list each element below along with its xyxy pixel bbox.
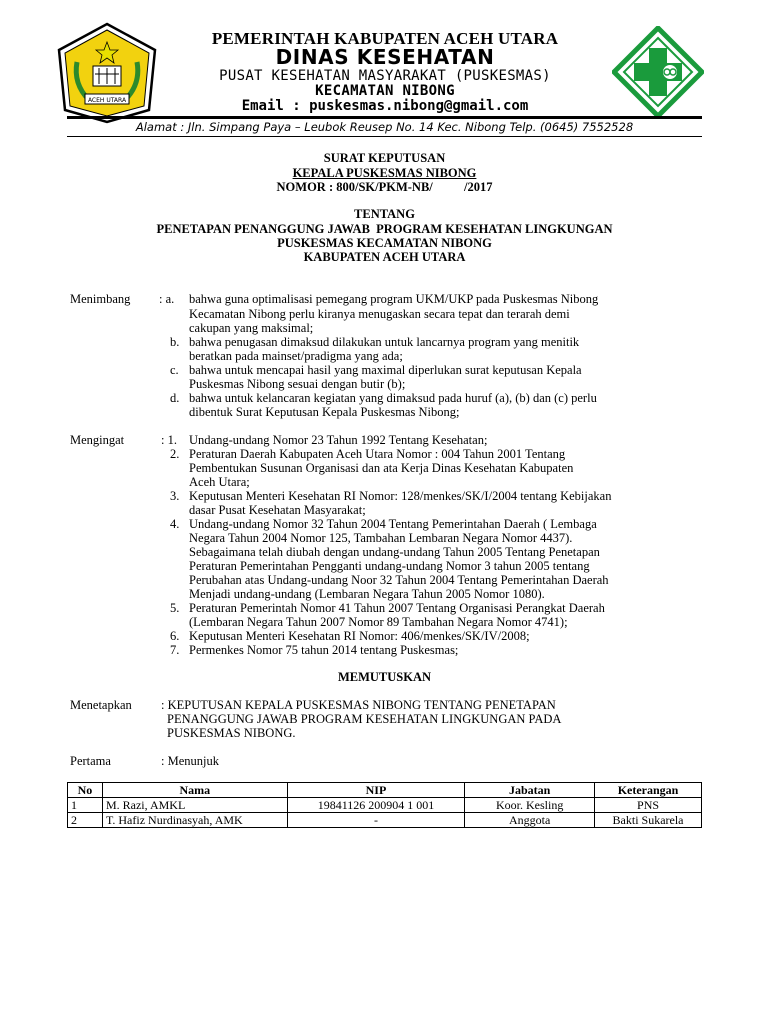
mengingat-2-line: Aceh Utara; xyxy=(189,475,250,489)
mengingat-4-line: Negara Tahun 2004 Nomor 125, Tambahan Lembaran Negara Nomor 4437). xyxy=(189,531,573,545)
menetapkan-line: PENANGGUNG JAWAB PROGRAM KESEHATAN LINGKUNGAN PADA xyxy=(167,712,562,726)
mengingat-7-line: Permenkes Nomor 75 tahun 2014 tentang Puskesmas; xyxy=(189,643,459,657)
mengingat-marker-5: 5. xyxy=(170,601,180,615)
menimbang-a-line: Kecamatan Nibong perlu kiranya menugaskan secara tepat dan terarah demi xyxy=(189,307,570,321)
about-line-3: KABUPATEN ACEH UTARA xyxy=(303,250,466,264)
letterhead-email: Email : puskesmas.nibong@gmail.com xyxy=(241,98,529,114)
column-header: NIP xyxy=(287,783,465,798)
mengingat-4-line: Menjadi undang-undang (Lembaran Negara Tahun 2005 Nomor 1080). xyxy=(189,587,545,601)
table-cell: M. Razi, AMKL xyxy=(102,798,287,813)
mengingat-1-line: Undang-undang Nomor 23 Tahun 1992 Tentang Kesehatan; xyxy=(189,433,488,447)
menimbang-b-line: beratkan pada mainset/pradigma yang ada; xyxy=(189,349,403,363)
menimbang-b-line: bahwa penugasan dimaksud dilakukan untuk lancarnya program yang menitik xyxy=(189,335,580,349)
letterhead-divider-thin xyxy=(67,136,702,137)
menimbang-marker-a: : a. xyxy=(159,292,175,306)
menimbang-a-line: bahwa guna optimalisasi pemegang program UKM/UKP pada Puskesmas Nibong xyxy=(189,292,599,306)
mengingat-4-line: Peraturan Pemerintahan Pengganti undang-undang Nomor 3 tahun 2005 tentang xyxy=(189,559,590,573)
letterhead-district: KECAMATAN NIBONG xyxy=(315,83,455,99)
table-cell: T. Hafiz Nurdinasyah, AMK xyxy=(102,813,287,828)
mengingat-4-line: Perubahan atas Undang-undang Noor 32 Tahun 2004 Tentang Pemerintahan Daerah xyxy=(189,573,609,587)
menimbang-marker-d: d. xyxy=(170,391,180,405)
mengingat-marker-2: 2. xyxy=(170,447,180,461)
column-header: Nama xyxy=(102,783,287,798)
menimbang-a-line: cakupan yang maksimal; xyxy=(189,321,314,335)
table-cell: Bakti Sukarela xyxy=(595,813,702,828)
letterhead-divider xyxy=(67,116,702,119)
memutuskan-heading: MEMUTUSKAN xyxy=(337,670,432,684)
table-header-row xyxy=(68,783,702,798)
menimbang-d-line: bahwa untuk kelancaran kegiatan yang dimaksud pada huruf (a), (b) dan (c) perlu xyxy=(189,391,597,405)
table-row xyxy=(68,813,702,828)
tentang-heading: TENTANG xyxy=(354,207,415,221)
puskesmas-logo-icon xyxy=(612,26,704,118)
decree-subtitle: KEPALA PUSKESMAS NIBONG xyxy=(292,166,477,180)
table-cell: - xyxy=(287,813,465,828)
mengingat-marker-4: 4. xyxy=(170,517,180,531)
staff-table xyxy=(67,782,702,828)
about-line-1: PENETAPAN PENANGGUNG JAWAB PROGRAM KESEHATAN LINGKUNGAN xyxy=(156,222,613,236)
letterhead-unit: PUSAT KESEHATAN MASYARAKAT (PUSKESMAS) xyxy=(219,68,551,84)
menetapkan-line: : KEPUTUSAN KEPALA PUSKESMAS NIBONG TENTANG PENETAPAN xyxy=(161,698,556,712)
mengingat-6-line: Keputusan Menteri Kesehatan RI Nomor: 406/menkes/SK/IV/2008; xyxy=(189,629,530,643)
mengingat-5-line: (Lembaran Negara Tahun 2007 Nomor 89 Tambahan Negara Nomor 4741); xyxy=(189,615,568,629)
menimbang-d-line: dibentuk Surat Keputusan Kepala Puskesmas Nibong; xyxy=(189,405,460,419)
emblem-text: ACEH UTARA xyxy=(87,97,127,104)
table-cell: Anggota xyxy=(465,813,595,828)
mengingat-2-line: Pembentukan Susunan Organisasi dan ata Kerja Dinas Kesehatan Kabupaten xyxy=(189,461,574,475)
letterhead-agency: DINAS KESEHATAN xyxy=(275,45,495,69)
pertama-label: Pertama xyxy=(70,754,111,768)
mengingat-marker-1: : 1. xyxy=(161,433,177,447)
table-row xyxy=(68,798,702,813)
mengingat-marker-6: 6. xyxy=(170,629,180,643)
menimbang-c-line: Puskesmas Nibong sesuai dengan butir (b); xyxy=(189,377,406,391)
column-header: Keterangan xyxy=(595,783,702,798)
menimbang-c-line: bahwa untuk mencapai hasil yang maximal diperlukan surat keputusan Kepala xyxy=(189,363,582,377)
mengingat-2-line: Peraturan Daerah Kabupaten Aceh Utara Nomor : 004 Tahun 2001 Tentang xyxy=(189,447,566,461)
letterhead-address: Alamat : Jln. Simpang Paya – Leubok Reusep No. 14 Kec. Nibong Telp. (0645) 7552528 xyxy=(135,120,634,134)
column-header: Jabatan xyxy=(465,783,595,798)
pertama-value: : Menunjuk xyxy=(161,754,219,768)
column-header: No xyxy=(68,783,103,798)
mengingat-3-line: Keputusan Menteri Kesehatan RI Nomor: 128/menkes/SK/I/2004 tentang Kebijakan xyxy=(189,489,612,503)
mengingat-5-line: Peraturan Pemerintah Nomor 41 Tahun 2007 Tentang Organisasi Perangkat Daerah xyxy=(189,601,605,615)
mengingat-4-line: Undang-undang Nomor 32 Tahun 2004 Tentang Pemerintahan Daerah ( Lembaga xyxy=(189,517,597,531)
table-cell: 1 xyxy=(68,798,103,813)
decree-title: SURAT KEPUTUSAN xyxy=(323,151,446,165)
menimbang-label: Menimbang xyxy=(70,292,131,306)
menimbang-marker-c: c. xyxy=(170,363,179,377)
menetapkan-label: Menetapkan xyxy=(70,698,132,712)
table-cell: PNS xyxy=(595,798,702,813)
mengingat-marker-7: 7. xyxy=(170,643,180,657)
about-line-2: PUSKESMAS KECAMATAN NIBONG xyxy=(277,236,492,250)
mengingat-3-line: dasar Pusat Kesehatan Masyarakat; xyxy=(189,503,366,517)
table-cell: 19841126 200904 1 001 xyxy=(287,798,465,813)
table-cell: Koor. Kesling xyxy=(465,798,595,813)
decree-number: NOMOR : 800/SK/PKM-NB/ /2017 xyxy=(276,180,493,194)
mengingat-4-line: Sebagaimana telah diubah dengan undang-undang Tahun 2005 Tentang Penetapan xyxy=(189,545,600,559)
table-cell: 2 xyxy=(68,813,103,828)
mengingat-marker-3: 3. xyxy=(170,489,180,503)
letterhead-government: PEMERINTAH KABUPATEN ACEH UTARA xyxy=(211,29,559,48)
menimbang-marker-b: b. xyxy=(170,335,180,349)
mengingat-label: Mengingat xyxy=(70,433,125,447)
aceh-utara-emblem-icon xyxy=(55,22,160,124)
menetapkan-line: PUSKESMAS NIBONG. xyxy=(167,726,296,740)
